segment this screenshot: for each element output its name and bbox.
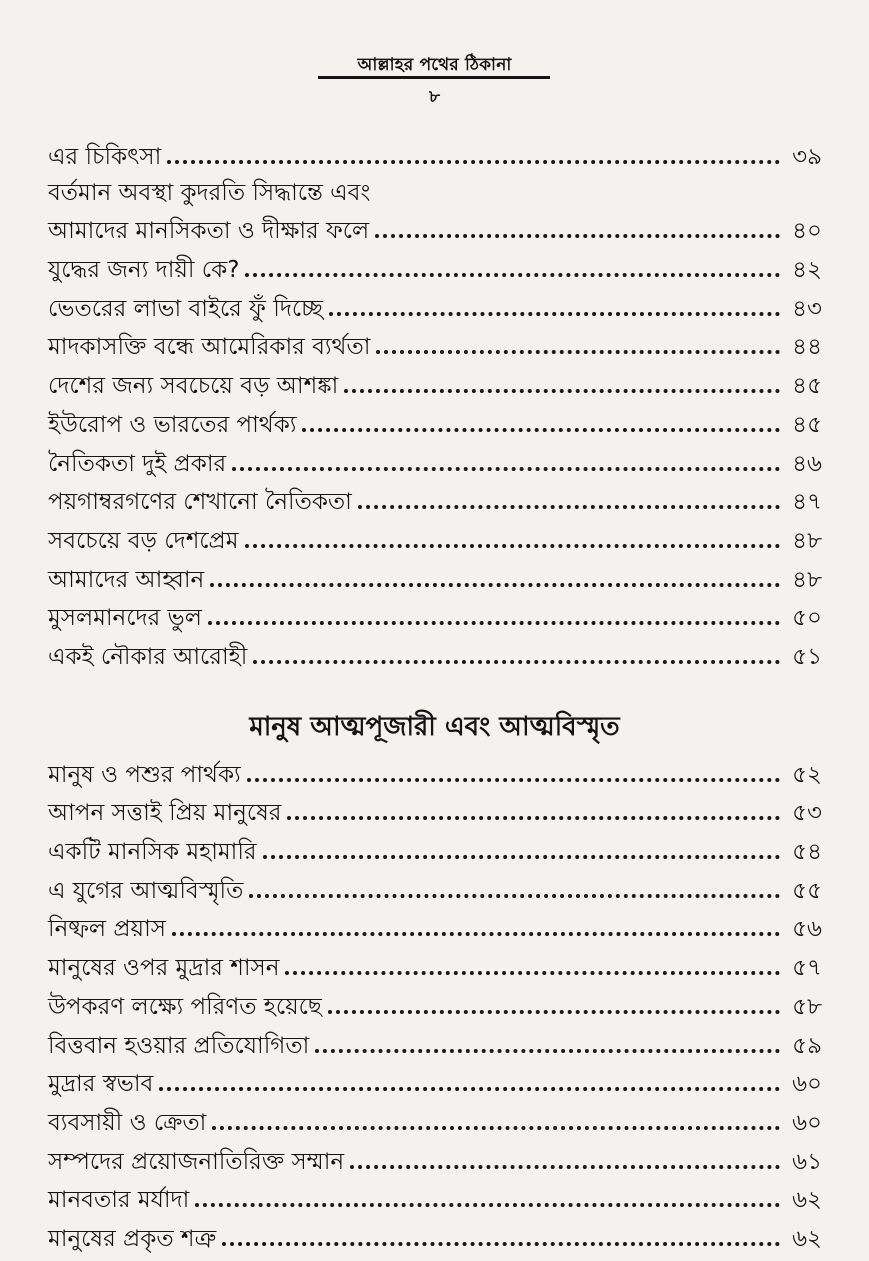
dot-leader (328, 1010, 780, 1014)
dot-leader (344, 389, 780, 393)
dot-leader (249, 894, 780, 898)
toc-entry (48, 787, 822, 826)
dot-leader (222, 1242, 780, 1246)
dot-leader (350, 1165, 780, 1169)
toc-entry-page: ৫২ (792, 761, 822, 788)
toc-entry-title: দেশের জন্য সবচেয়ে বড় আশঙ্কা (48, 373, 339, 400)
toc-entry (48, 398, 822, 437)
toc-entry (48, 205, 822, 244)
toc-entry-title: একটি মানসিক মহামারি (48, 839, 257, 866)
toc-entry-page: ৪৮ (792, 566, 822, 593)
dot-leader (358, 505, 780, 509)
dot-leader (253, 660, 780, 664)
running-title: আল্লাহর পথের ঠিকানা (357, 55, 512, 75)
toc-entry-page: ৪৮ (792, 527, 822, 554)
toc-entry (48, 169, 822, 205)
toc-entry (48, 980, 822, 1019)
toc-entry-title: বিত্তবান হওয়ার প্রতিযোগিতা (48, 1032, 310, 1059)
dot-leader (263, 855, 780, 859)
dot-leader (210, 583, 780, 587)
toc-list-1 (48, 130, 822, 669)
toc-entry (48, 941, 822, 980)
toc-entry (48, 476, 822, 515)
toc-entry-title: মানুষ ও পশুর পার্থক্য (48, 761, 241, 788)
toc-entry-page: ৪০ (792, 218, 822, 245)
toc-entry-page: ৪৩ (792, 295, 822, 322)
toc-entry-title: একই নৌকার আরোহী (48, 643, 248, 670)
toc-entry-title: বর্তমান অবস্থা কুদরতি সিদ্ধান্তে এবং (48, 179, 371, 206)
toc-entry (48, 553, 822, 592)
dot-leader (245, 544, 781, 548)
dot-leader (375, 234, 780, 238)
dot-leader (159, 1087, 780, 1091)
toc-entry (48, 130, 822, 169)
toc-entry-page: ৫৭ (792, 955, 822, 982)
toc-entry-title: মানুষের ওপর মুদ্রার শাসন (48, 955, 280, 982)
toc-entry-page: ৫৯ (792, 1032, 822, 1059)
toc-entry (48, 1135, 822, 1174)
toc-entry-title: ভেতরের লাভা বাইরে ফুঁ দিচ্ছে (48, 295, 323, 322)
toc-entry-title: এ যুগের আত্মবিস্মৃতি (48, 877, 244, 904)
dot-leader (376, 350, 780, 354)
toc-entry (48, 1058, 822, 1097)
toc-entry (48, 748, 822, 787)
toc-entry-page: ৫৮ (792, 993, 822, 1020)
dot-leader (195, 1203, 780, 1207)
toc-entry-page: ৪৬ (792, 450, 822, 477)
toc-entry (48, 1212, 822, 1251)
dot-leader (285, 971, 780, 975)
toc-entry (48, 1096, 822, 1135)
dot-leader (315, 1049, 780, 1053)
dot-leader (247, 778, 780, 782)
dot-leader (172, 932, 780, 936)
toc-entry-page: ৪২ (792, 257, 822, 284)
toc-entry-title: সবচেয়ে বড় দেশপ্রেম (48, 527, 239, 554)
toc-entry-page: ৫৫ (792, 877, 822, 904)
dot-leader (329, 312, 780, 316)
toc-entry-title: এর চিকিৎসা (48, 143, 162, 170)
toc-entry-page: ৫১ (792, 643, 822, 670)
toc-entry-title: উপকরণ লক্ষ্যে পরিণত হয়েছে (48, 993, 322, 1020)
toc-entry (48, 437, 822, 476)
toc-entry-title: নিষ্ফল প্রয়াস (48, 916, 166, 943)
toc-entry (48, 1174, 822, 1213)
toc-entry-page: ৬১ (792, 1148, 822, 1175)
toc-entry-title: যুদ্ধের জন্য দায়ী কে? (48, 257, 240, 284)
toc-entry (48, 321, 822, 360)
section-heading: মানুষ আত্মপূজারী এবং আত্মবিস্মৃত (249, 712, 620, 742)
toc-entry-page: ৫০ (792, 605, 822, 632)
toc-entry-title: ব্যবসায়ী ও ক্রেতা (48, 1109, 207, 1136)
toc-entry-title: সম্পদের প্রয়োজনাতিরিক্ত সম্মান (48, 1148, 345, 1175)
toc-entry-page: ৬০ (792, 1071, 822, 1098)
toc-entry-page: ৬২ (792, 1187, 822, 1214)
toc-entry-title: মুদ্রার স্বভাব (48, 1071, 154, 1098)
toc-entry (48, 514, 822, 553)
toc-entry-page: ৫৬ (792, 916, 822, 943)
toc-entry-page: ৬২ (792, 1225, 822, 1252)
toc-entry-title: নৈতিকতা দুই প্রকার (48, 450, 227, 477)
toc-entry-page: ৪৫ (792, 411, 822, 438)
toc-entry (48, 243, 822, 282)
toc-entry-page: ৪৫ (792, 373, 822, 400)
dot-leader (232, 467, 780, 471)
toc-entry-title: পয়গাম্বরগণের শেখানো নৈতিকতা (48, 489, 352, 516)
toc-entry-page: ৩৯ (792, 143, 822, 170)
dot-leader (212, 1126, 780, 1130)
dot-leader (167, 160, 780, 164)
toc-entry-title: মানুষের প্রকৃত শত্রু (48, 1225, 217, 1252)
toc-entry-title: মাদকাসক্তি বন্ধে আমেরিকার ব্যর্থতা (48, 334, 371, 361)
toc-entry-title: মানবতার মর্যাদা (48, 1187, 190, 1214)
toc-entry-title: আমাদের আহ্বান (48, 566, 205, 593)
toc-entry-page: ৫৪ (792, 839, 822, 866)
toc-entry-title: ইউরোপ ও ভারতের পার্থক্য (48, 411, 297, 438)
toc-entry-page: ৪৪ (792, 334, 822, 361)
toc-entry (48, 825, 822, 864)
toc-entry-page: ৪৭ (792, 489, 822, 516)
dot-leader (208, 621, 780, 625)
toc-list-2 (48, 748, 822, 1251)
toc-entry (48, 282, 822, 321)
toc-entry (48, 630, 822, 669)
toc-entry (48, 903, 822, 942)
toc-entry (48, 592, 822, 631)
page-number: ৮ (428, 87, 441, 107)
toc-entry-title: আমাদের মানসিকতা ও দীক্ষার ফলে (48, 218, 370, 245)
toc-entry (48, 864, 822, 903)
toc-entry (48, 359, 822, 398)
toc-entry-page: ৫৩ (792, 800, 822, 827)
toc-entry-title: আপন সত্তাই প্রিয় মানুষের (48, 800, 282, 827)
toc-entry-title: মুসলমানদের ভুল (48, 605, 202, 632)
toc-entry (48, 1019, 822, 1058)
dot-leader (245, 273, 780, 277)
dot-leader (287, 816, 780, 820)
header-rule (318, 76, 550, 79)
toc-entry-page: ৬০ (792, 1109, 822, 1136)
dot-leader (302, 428, 780, 432)
